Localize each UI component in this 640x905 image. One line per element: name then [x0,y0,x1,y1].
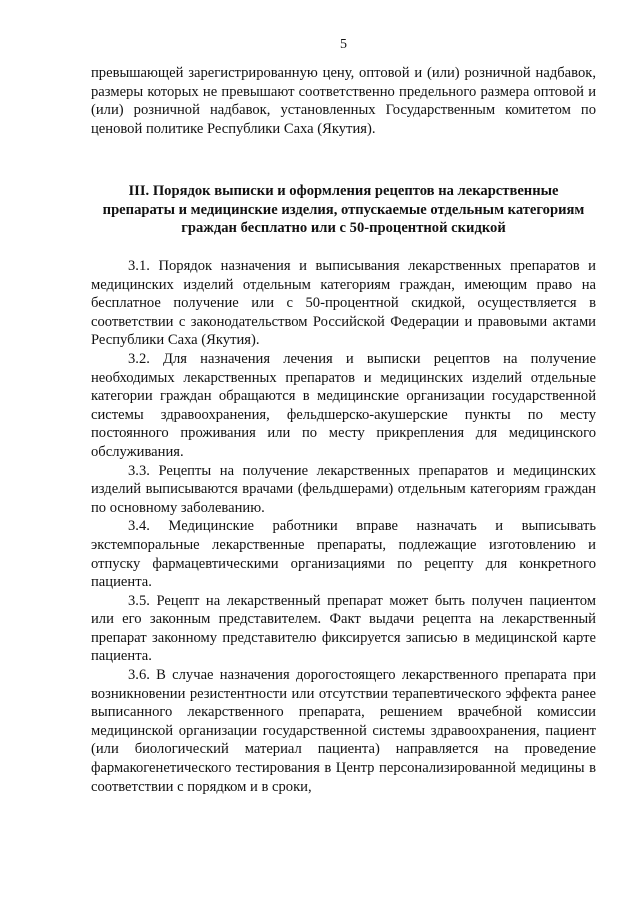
intro-text-block [91,64,596,138]
paragraph-3-1: 3.1. Порядок назначения и выписывания лекарственных препаратов и медицинских изделий отдельным категориям граждан, имеющим право на бесплатное получение или с 50-процентной скидкой, осуществляется в соответствии с законодательством Российской Федерации и правовыми актами Республики Саха (Якутия). [91,258,596,349]
section-heading-line-3: граждан бесплатно или с 50-процентной скидкой [181,220,506,237]
paragraph-3-3: 3.3. Рецепты на получение лекарственных препаратов и медицинских изделий выписываются врачами (фельдшерами) отдельным категориям граждан по основному заболеванию. [91,462,596,516]
intro-paragraph: превышающей зарегистрированную цену, оптовой и (или) розничной надбавок, размеры которых не превышают соответственно предельного размера оптовой и (или) розничной надбавок, установленных Государственным комитетом по ценовой политике Республики Саха (Якутия). [91,65,596,137]
section-heading-line-2: препараты и медицинские изделия, отпускаемые отдельным категориям [102,201,585,218]
page-number: 5 [340,37,347,52]
section-heading [91,182,596,238]
paragraph-3-6: 3.6. В случае назначения дорогостоящего лекарственного препарата при возникновении резистентности или отсутствии терапевтического эффекта ранее выписанного лекарственного препарата, решением врачебной комиссии медицинской организации государственной системы здравоохранения, пациент (или биологический материал пациента) направляется на проведение фармакогенетического тестирования в Центр персонализированной медицины в соответствии с порядком и в сроки, [91,667,596,795]
section-body [91,257,596,796]
paragraph-3-2: 3.2. Для назначения лечения и выписки рецептов на получение необходимых лекарственных препаратов и медицинских изделий отдельные категории граждан обращаются в медицинские организации государственной системы здравоохранения, фельдшерско-акушерские пункты по месту постоянного проживания или по месту прикрепления для медицинского обслуживания. [91,350,596,460]
paragraph-3-5: 3.5. Рецепт на лекарственный препарат может быть получен пациентом или его законным представителем. Факт выдачи рецепта на лекарственный препарат законному представителю фиксируется записью в медицинской карте пациента. [91,592,596,665]
section-heading-line-1: III. Порядок выписки и оформления рецептов на лекарственные [128,183,559,199]
paragraph-3-4: 3.4. Медицинские работники вправе назначать и выписывать экстемпоральные лекарственные препараты, подлежащие изготовлению и отпуску фармацевтическими организациями по рецепту для конкретного пациента. [91,518,596,591]
